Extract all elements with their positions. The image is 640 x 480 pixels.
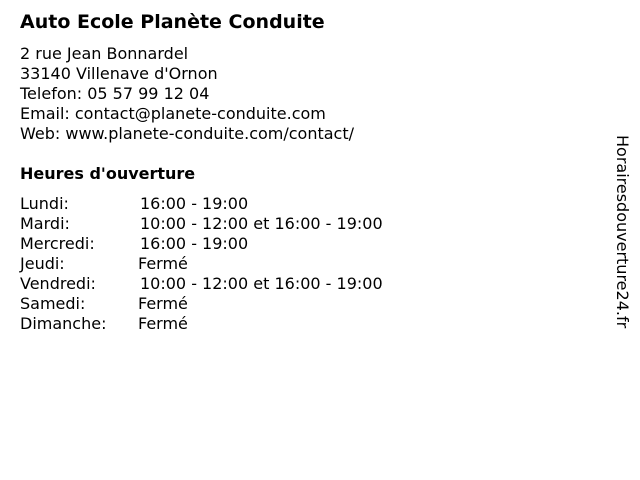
day-label: Jeudi: xyxy=(20,254,65,273)
time-value: 10:00 - 12:00 et 16:00 - 19:00 xyxy=(140,274,383,293)
hours-heading: Heures d'ouverture xyxy=(20,164,196,183)
site-watermark: Horairesdouverture24.fr xyxy=(613,135,632,329)
phone-line: Telefon: 05 57 99 12 04 xyxy=(20,84,210,103)
time-value: 10:00 - 12:00 et 16:00 - 19:00 xyxy=(140,214,383,233)
time-value: Fermé xyxy=(138,254,188,273)
postal-city: 33140 Villenave d'Ornon xyxy=(20,64,218,83)
day-label: Vendredi: xyxy=(20,274,96,293)
day-label: Mardi: xyxy=(20,214,70,233)
address-block xyxy=(20,44,354,144)
web-line: Web: www.planete-conduite.com/contact/ xyxy=(20,124,355,143)
day-label: Mercredi: xyxy=(20,234,95,253)
day-label: Lundi: xyxy=(20,194,69,213)
day-label: Dimanche: xyxy=(20,314,107,333)
day-label: Samedi: xyxy=(20,294,86,313)
email-line: Email: contact@planete-conduite.com xyxy=(20,104,326,123)
business-name: Auto Ecole Planète Conduite xyxy=(20,11,325,33)
time-value: Fermé xyxy=(138,294,188,313)
time-value: 16:00 - 19:00 xyxy=(140,194,249,213)
time-value: Fermé xyxy=(138,314,188,333)
time-value: 16:00 - 19:00 xyxy=(140,234,249,253)
street-address: 2 rue Jean Bonnardel xyxy=(20,44,189,63)
